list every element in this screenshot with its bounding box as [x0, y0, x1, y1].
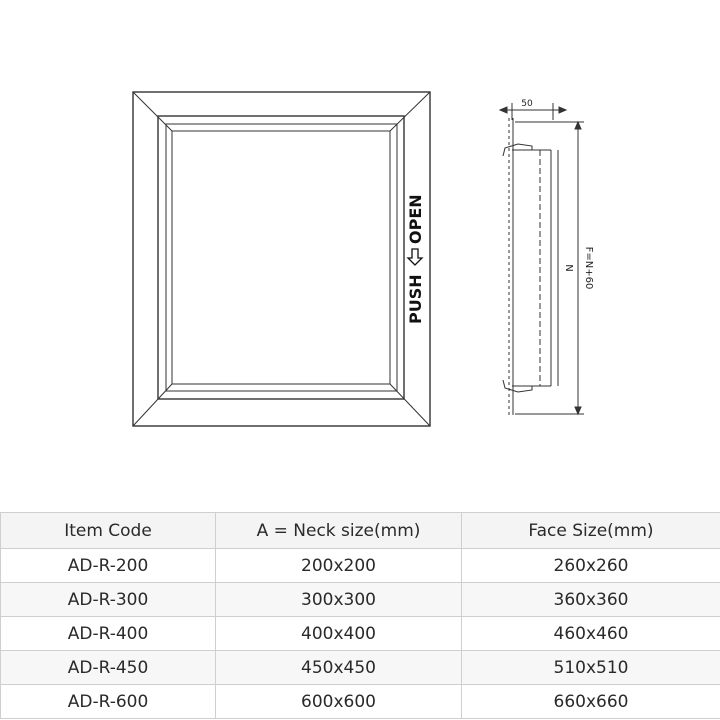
cell-neck-size: 200x200	[216, 549, 462, 583]
table-header-row	[1, 513, 720, 549]
cell-item-code: AD-R-200	[1, 549, 216, 583]
cell-neck-size: 400x400	[216, 617, 462, 651]
table-row	[1, 651, 720, 685]
inner-frame	[158, 116, 404, 399]
cell-face-size: 260x260	[462, 549, 720, 583]
push-text: PUSH	[406, 274, 425, 324]
front-view	[133, 92, 430, 426]
cell-item-code: AD-R-450	[1, 651, 216, 685]
header-neck-size: A = Neck size(mm)	[216, 513, 462, 549]
header-item-code: Item Code	[1, 513, 216, 549]
side-view	[500, 103, 584, 415]
panel-inner	[172, 131, 390, 384]
arrowhead	[575, 407, 581, 414]
outer-frame	[133, 92, 430, 426]
cell-item-code: AD-R-400	[1, 617, 216, 651]
face-label: F=N+60	[583, 246, 594, 290]
table-row	[1, 549, 720, 583]
table-row	[1, 583, 720, 617]
arrowhead	[559, 107, 566, 113]
header-face-size: Face Size(mm)	[462, 513, 720, 549]
bevel-line	[133, 384, 172, 426]
arrowhead	[500, 107, 507, 113]
neck-label: N	[563, 264, 574, 272]
bevel-line	[390, 384, 430, 426]
cell-item-code: AD-R-300	[1, 583, 216, 617]
cell-neck-size: 300x300	[216, 583, 462, 617]
cell-face-size: 360x360	[462, 583, 720, 617]
cell-item-code: AD-R-600	[1, 685, 216, 719]
bevel-line	[390, 92, 430, 131]
bevel-line	[133, 92, 172, 131]
arrowhead	[575, 122, 581, 129]
cell-face-size: 660x660	[462, 685, 720, 719]
depth-label: 50	[521, 99, 533, 109]
cell-neck-size: 450x450	[216, 651, 462, 685]
open-text: OPEN	[406, 194, 425, 244]
cell-face-size: 510x510	[462, 651, 720, 685]
cell-neck-size: 600x600	[216, 685, 462, 719]
panel-edge	[166, 124, 397, 391]
table-row	[1, 685, 720, 719]
push-open-label	[406, 194, 425, 324]
arrow-icon	[408, 249, 422, 265]
table-row	[1, 617, 720, 651]
spec-table	[0, 512, 720, 719]
cell-face-size: 460x460	[462, 617, 720, 651]
